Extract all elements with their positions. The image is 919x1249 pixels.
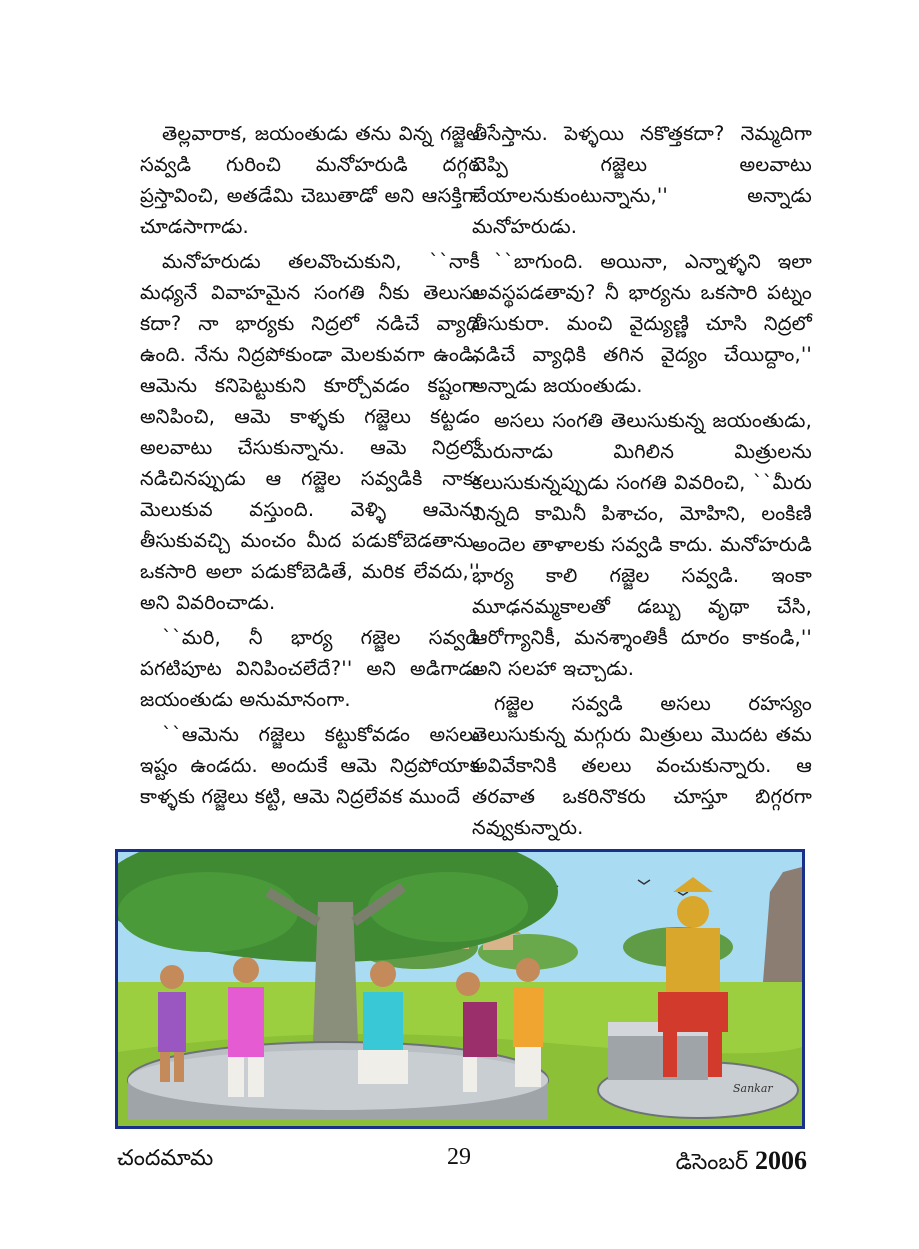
paragraph: తెల్లవారాక, జయంతుడు తను విన్న గజ్జెల సవ్వడి గురించి మనోహరుడి దగ్గర ప్రస్తావించి, అతడేమి చెబుతాడో అని ఆసక్తిగా చూడసాగాడు. <box>140 122 480 238</box>
tree-trunk <box>313 902 358 1042</box>
issue-year: 2006 <box>755 1146 807 1175</box>
paragraph: ``బాగుంది. అయినా, ఎన్నాళ్ళని ఇలా అవస్థపడతావు? నీ భార్యను ఒకసారి పట్నం తీసుకురా. మంచి వైద్యుణ్ణి చూసి నిద్రలో నడిచే వ్యాధికి తగిన వైద్యం చేయిద్దాం,'' అన్నాడు జయంతుడు. <box>472 250 812 397</box>
paragraph: అసలు సంగతి తెలుసుకున్న జయంతుడు, మరునాడు మిగిలిన మిత్రులను కలుసుకున్నప్పుడు సంగతి వివరించి, ``మీరు విన్నది కామినీ పిశాచం, మోహిని, లంకిణి అందెల తాళాలకు సవ్వడి కాదు. మనోహరుడి భార్య కాలి గజ్జెల సవ్వడి. ఇంకా మూఢనమ్మకాలతో డబ్బు వృథా చేసి, ఆరోగ్యానికీ, మనశ్శాంతికీ దూరం కాకండి,'' అని సలహా ఇచ్చాడు. <box>472 409 812 680</box>
page-number: 29 <box>447 1144 471 1170</box>
magazine-name: చందమామ <box>117 1146 214 1171</box>
page-footer <box>117 1142 807 1182</box>
paragraph: గజ్జెల సవ్వడి అసలు రహస్యం తెలుసుకున్న మగ్గురు మిత్రులు మొదట తమ అవివేకానికి తలలు వంచుకున్నారు. ఆ తరవాత ఒకరినొకరు చూస్తూ బిగ్గరగా నవ్వుకున్నారు. <box>472 692 812 839</box>
paragraph: తీసేస్తాను. పెళ్ళయి నకొత్తకదా? నెమ్మదిగా చెప్పి గజ్జెలు అలవాటు చేయాలనుకుంటున్నాను,'' అన్నాడు మనోహరుడు. <box>472 122 812 238</box>
story-column-right <box>472 118 812 847</box>
paragraph: ``ఆమెను గజ్జెలు కట్టుకోవడం అసలు ఇష్టం ఉండదు. అందుకే ఆమె నిద్రపోయాక కాళ్ళకు గజ్జెలు కట్టి, ఆమె నిద్రలేవక ముందే <box>140 723 480 808</box>
paragraph: మనోహరుడు తలవొంచుకుని, ``నాకీ మధ్యనే వివాహమైన సంగతి నీకు తెలుసు కదా? నా భార్యకు నిద్రలో నడిచే వ్యాధి ఉంది. నేను నిద్రపోకుండా మెలకువగా ఉండి, ఆమెను కనిపెట్టుకుని కూర్చోవడం కష్టంగా అనిపించి, ఆమె కాళ్ళకు గజ్జెలు కట్టడం అలవాటు చేసుకున్నాను. ఆమె నిద్రలో నడిచినప్పుడు ఆ గజ్జెల సవ్వడికి నాకు మెలుకువ వస్తుంది. వెళ్ళి ఆమెను తీసుకువచ్చి మంచం మీద పడుకోబెడతాను. ఒకసారి అలా పడుకోబెడితే, మరిక లేవదు,'' అని వివరించాడు. <box>140 250 480 614</box>
story-illustration <box>115 849 805 1129</box>
artist-signature: Sankar <box>733 1082 773 1095</box>
issue-month: డిసెంబర్ <box>675 1150 748 1175</box>
paragraph: ``మరి, నీ భార్య గజ్జెల సవ్వడి పగటిపూట వినిపించలేదే?'' అని అడిగాడు జయంతుడు అనుమానంగా. <box>140 626 480 711</box>
issue-date <box>676 1146 807 1180</box>
story-column-left <box>140 118 480 816</box>
